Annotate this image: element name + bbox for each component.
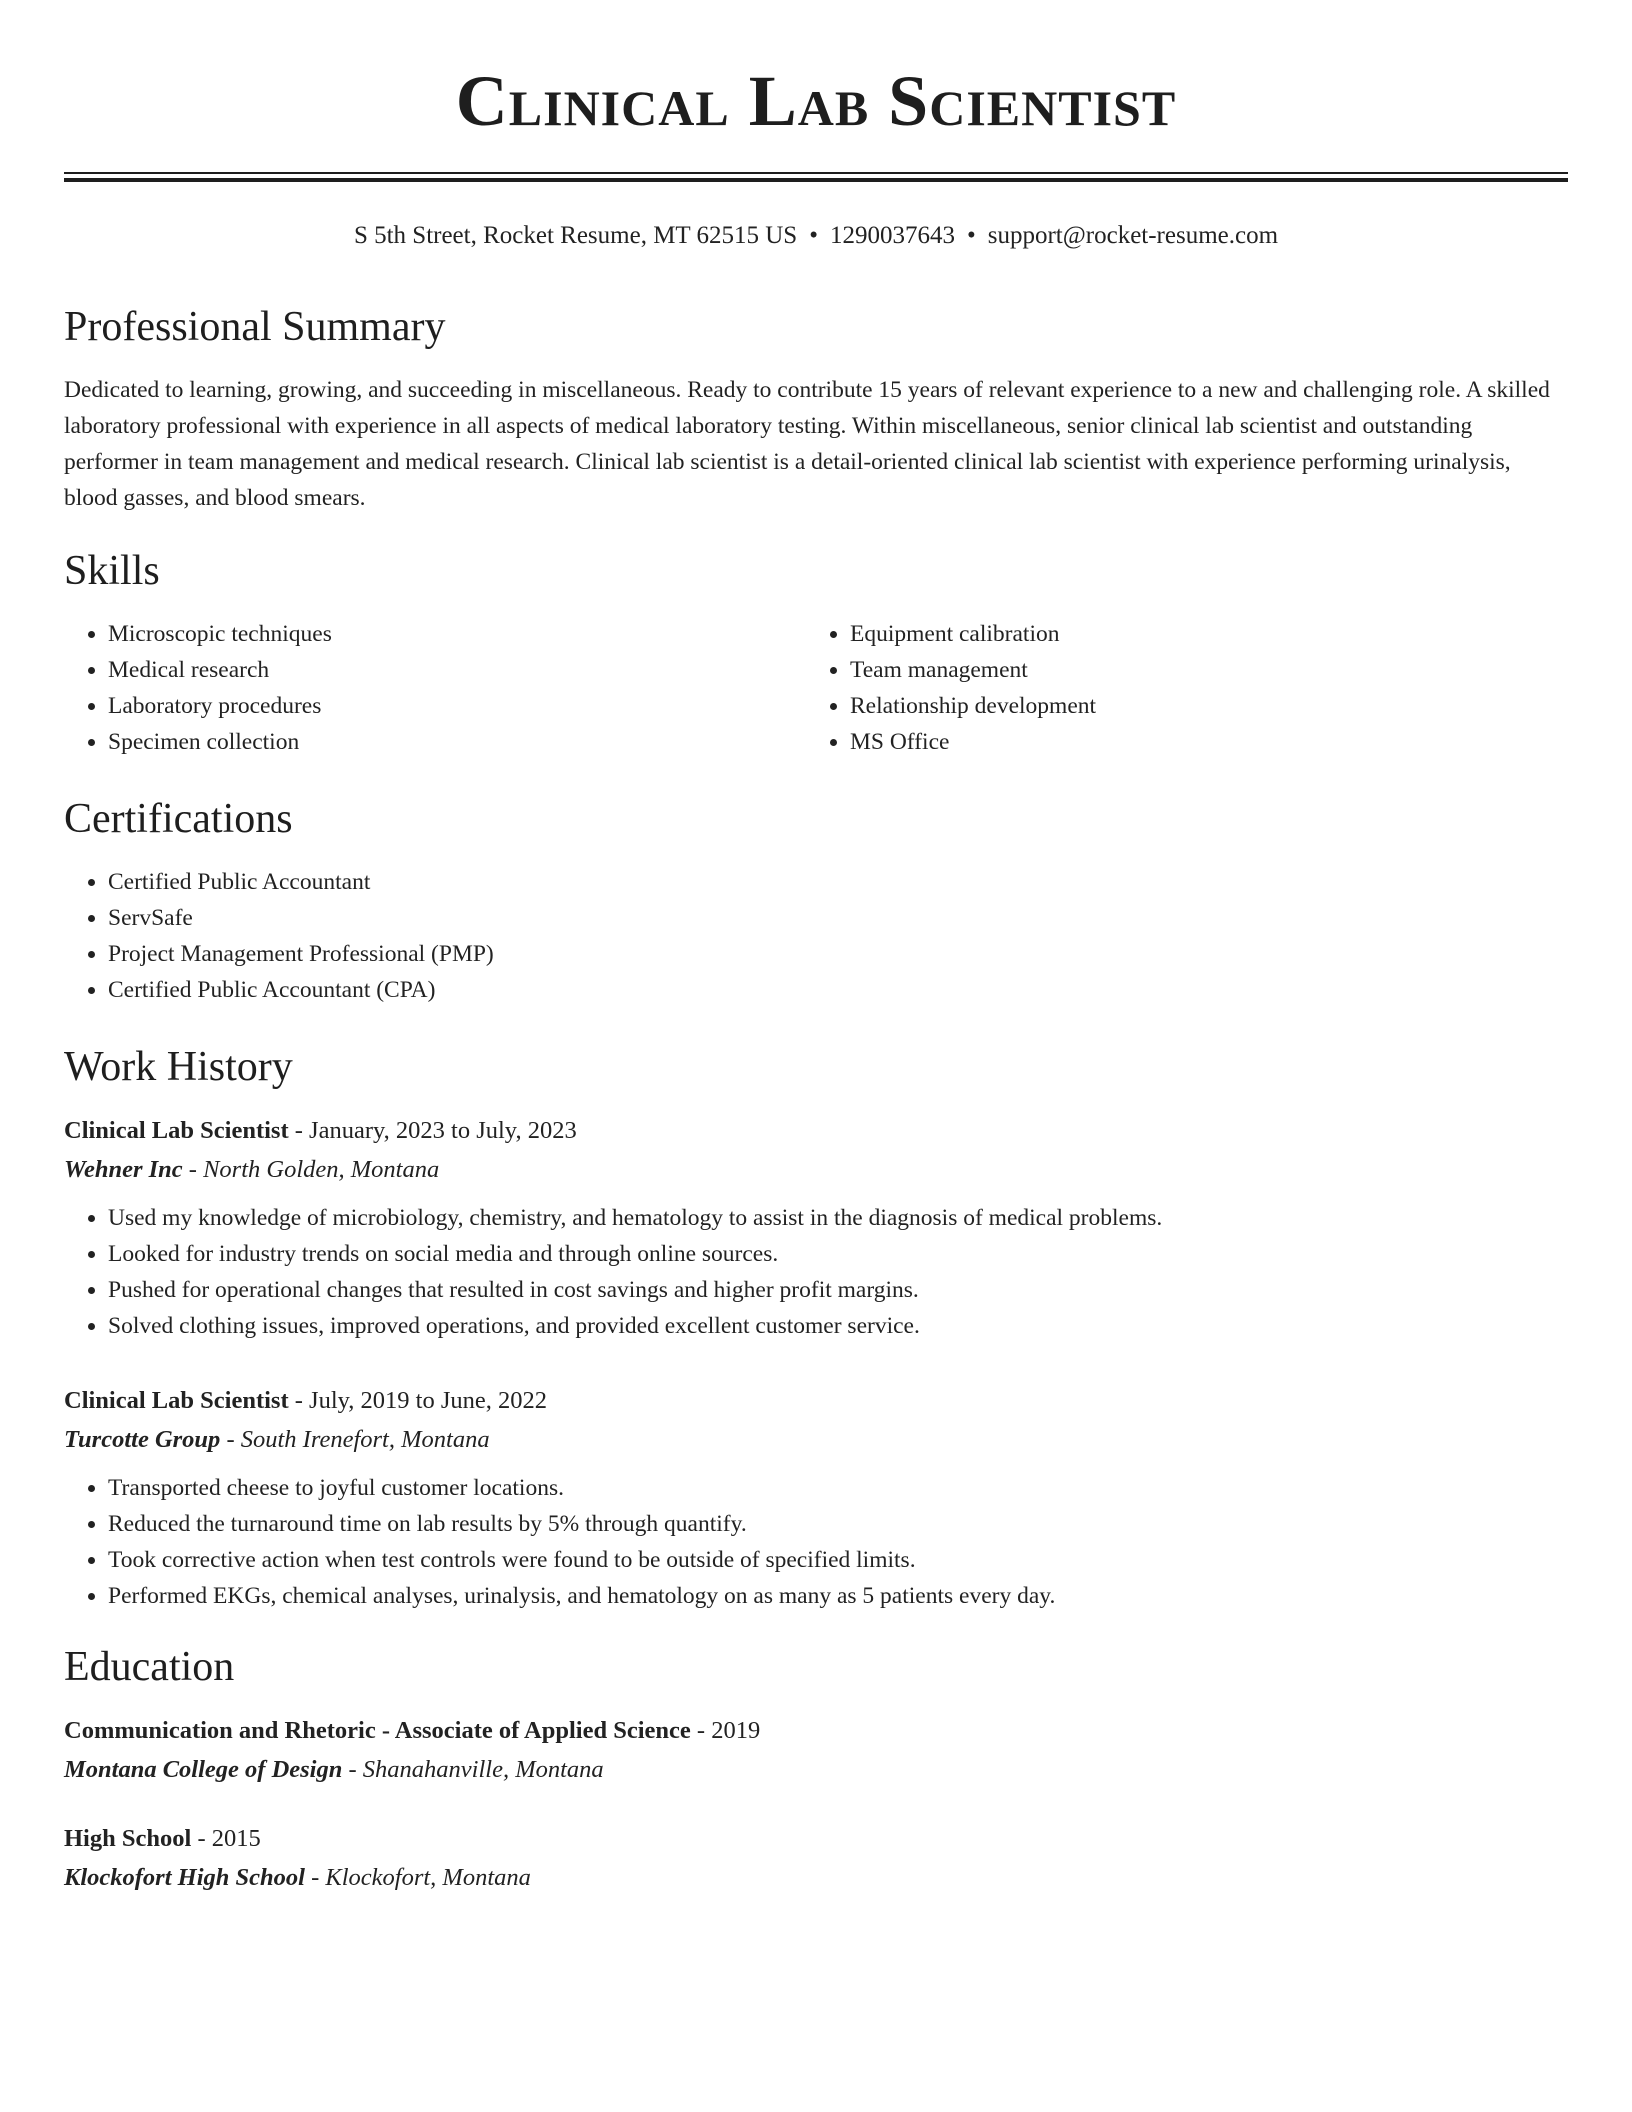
skill-item: • Microscopic techniques — [108, 616, 806, 652]
job-bullet: • Took corrective action when test controls were found to be outside of specified limits. — [108, 1542, 1568, 1578]
job-bullet: • Used my knowledge of microbiology, chemistry, and hematology to assist in the diagnosis of medical problems. — [108, 1200, 1568, 1236]
work-history-heading: Work History — [64, 1044, 293, 1090]
education-year: 2015 — [211, 1825, 261, 1852]
header-divider — [64, 172, 1568, 182]
job-entry — [64, 1112, 1568, 1344]
job-dates: January, 2023 to July, 2023 — [309, 1117, 577, 1144]
contact-phone: 1290037643 — [829, 222, 955, 249]
education-degree: Communication and Rhetoric - Associate of Applied Science — [64, 1717, 691, 1744]
certification-item: • Certified Public Accountant (CPA) — [108, 972, 1568, 1008]
education-school: Klockofort High School — [64, 1864, 305, 1891]
job-bullet: • Pushed for operational changes that resulted in cost savings and higher profit margins. — [108, 1272, 1568, 1308]
summary-heading: Professional Summary — [64, 304, 446, 350]
skill-item: • Team management — [850, 652, 1548, 688]
job-employer-line: Turcotte Group - South Irenefort, Montana — [64, 1426, 490, 1453]
skill-item: • Specimen collection — [108, 724, 806, 760]
job-entry — [64, 1382, 1568, 1614]
certifications-heading: Certifications — [64, 796, 293, 842]
certifications-list — [64, 864, 1568, 1008]
job-bullet: • Reduced the turnaround time on lab results by 5% through quantify. — [108, 1506, 1568, 1542]
education-entry — [64, 1712, 1568, 1790]
contact-separator: • — [966, 222, 976, 249]
education-school: Montana College of Design — [64, 1756, 343, 1783]
job-bullet: • Looked for industry trends on social media and through online sources. — [108, 1236, 1568, 1272]
job-bullets — [64, 1470, 1568, 1614]
skills-list-right — [806, 616, 1548, 760]
education-heading: Education — [64, 1644, 235, 1690]
job-employer: Turcotte Group — [64, 1426, 221, 1453]
education-location: Klockofort, Montana — [325, 1864, 531, 1891]
skill-item: • Equipment calibration — [850, 616, 1548, 652]
job-dates: July, 2019 to June, 2022 — [309, 1387, 547, 1414]
job-location: South Irenefort, Montana — [240, 1426, 490, 1453]
job-title-line: Clinical Lab Scientist - July, 2019 to June, 2022 — [64, 1387, 547, 1414]
education-degree-line: High School - 2015 — [64, 1825, 261, 1852]
skill-item: • Medical research — [108, 652, 806, 688]
contact-address: S 5th Street, Rocket Resume, MT 62515 US — [353, 222, 798, 249]
summary-text: Dedicated to learning, growing, and succeeding in miscellaneous. Ready to contribute 15 years of relevant experience to a new and challenging role. A skilled laboratory professional with experience in all aspects of medical laboratory testing. Within miscellaneous, senior clinical lab scientist and outstanding performer in team management and medical research. Clinical lab scientist is a detail-oriented clinical lab scientist with experience performing urinalysis, blood gasses, and blood smears. — [64, 377, 1550, 511]
job-employer: Wehner Inc — [64, 1156, 183, 1183]
resume-name: Clinical Lab Scientist — [455, 61, 1177, 141]
job-role: Clinical Lab Scientist — [64, 1117, 289, 1144]
job-role: Clinical Lab Scientist — [64, 1387, 289, 1414]
job-employer-line: Wehner Inc - North Golden, Montana — [64, 1156, 440, 1183]
job-location: North Golden, Montana — [203, 1156, 440, 1183]
education-year: 2019 — [711, 1717, 761, 1744]
job-title-line: Clinical Lab Scientist - January, 2023 to July, 2023 — [64, 1117, 577, 1144]
job-bullet: • Performed EKGs, chemical analyses, urinalysis, and hematology on as many as 5 patients every day. — [108, 1578, 1568, 1614]
certification-item: • ServSafe — [108, 900, 1568, 936]
skills-list-left — [64, 616, 806, 760]
job-bullets — [64, 1200, 1568, 1344]
job-bullet: • Transported cheese to joyful customer locations. — [108, 1470, 1568, 1506]
education-location: Shanahanville, Montana — [362, 1756, 604, 1783]
skill-item: • MS Office — [850, 724, 1548, 760]
education-degree-line: Communication and Rhetoric - Associate of Applied Science - 2019 — [64, 1717, 761, 1744]
skill-item: • Relationship development — [850, 688, 1548, 724]
skills-grid — [64, 616, 1568, 760]
certification-item: • Certified Public Accountant — [108, 864, 1568, 900]
education-school-line: Klockofort High School - Klockofort, Montana — [64, 1864, 531, 1891]
education-entry — [64, 1820, 1568, 1898]
job-bullet: • Solved clothing issues, improved operations, and provided excellent customer service. — [108, 1308, 1568, 1344]
contact-line — [64, 220, 1568, 252]
skill-item: • Laboratory procedures — [108, 688, 806, 724]
contact-email: support@rocket-resume.com — [987, 222, 1279, 249]
education-degree: High School — [64, 1825, 192, 1852]
skills-heading: Skills — [64, 548, 160, 594]
education-school-line: Montana College of Design - Shanahanville, Montana — [64, 1756, 604, 1783]
certification-item: • Project Management Professional (PMP) — [108, 936, 1568, 972]
contact-separator: • — [809, 222, 818, 249]
